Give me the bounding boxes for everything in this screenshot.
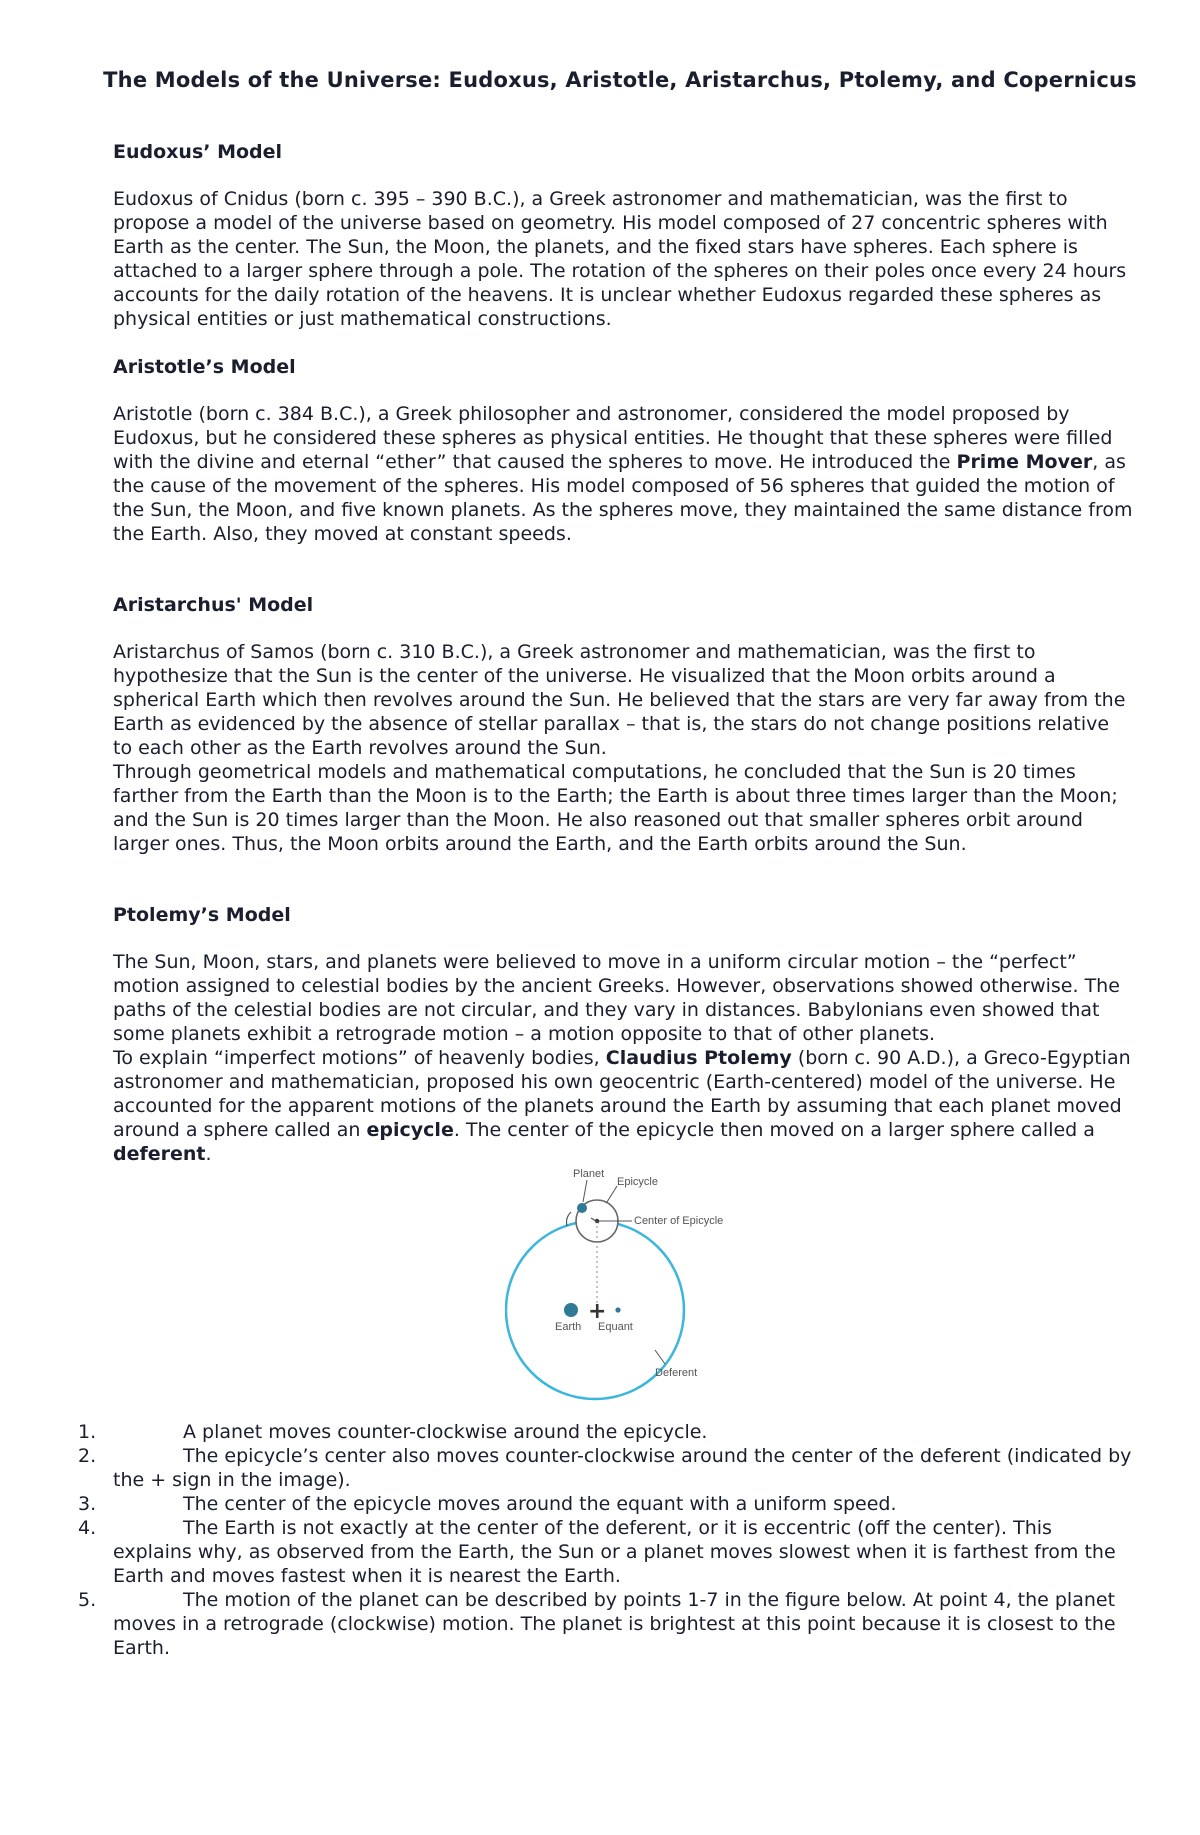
numbered-list xyxy=(78,1420,1133,1660)
label-deferent: Deferent xyxy=(655,1367,698,1379)
bold-term: Claudius Ptolemy xyxy=(605,1047,792,1069)
planet-dot xyxy=(577,1203,587,1213)
pointer-epicycle xyxy=(607,1186,617,1202)
earth-dot xyxy=(564,1303,578,1317)
label-earth: Earth xyxy=(555,1321,582,1333)
section-aristarchus xyxy=(113,593,1133,856)
label-center-of-epicycle: Center of Epicycle xyxy=(634,1215,724,1227)
paragraph: Eudoxus of Cnidus (born c. 395 – 390 B.C.), a Greek astronomer and mathematician, was the first to propose a model of the universe based on geometry. His model composed of 27 concentric spheres with Earth as the center. The Sun, the Moon, the planets, and the fixed stars have spheres. Each sphere is attached to a larger sphere through a pole. The rotation of the spheres on their poles once every 24 hours accounts for the daily rotation of the heavens. It is unclear whether Eudoxus regarded these spheres as physical entities or just mathematical constructions. xyxy=(113,188,1127,330)
paragraph: Aristotle (born c. 384 B.C.), a Greek philosopher and astronomer, considered the model proposed by Eudoxus, but he considered these spheres as physical entities. He thought that these spheres were filled with the divine and eternal “ether” that caused the spheres to move. He introduced the Prime Mover, as the cause of the movement of the spheres. His model composed of 56 spheres that guided the motion of the Sun, the Moon, and five known planets. As the spheres move, they maintained the same distance from the Earth. Also, they moved at constant speeds. xyxy=(113,403,1133,545)
list-item: 2. The epicycle’s center also moves counter-clockwise around the center of the deferent (indicated by the + sign in the image). xyxy=(78,1445,1132,1491)
label-epicycle: Epicycle xyxy=(617,1176,658,1188)
bold-term: Prime Mover xyxy=(956,451,1093,473)
document-title: The Models of the Universe: Eudoxus, Aristotle, Aristarchus, Ptolemy, and Copernicus xyxy=(103,68,1137,92)
paragraph: The Sun, Moon, stars, and planets were believed to move in a uniform circular motion – the “perfect” motion assigned to celestial bodies by the ancient Greeks. However, observations showed otherwise. The paths of the celestial bodies are not circular, and they vary in distances. Babylonians even showed that some planets exhibit a retrograde motion – a motion opposite to that of other planets. xyxy=(113,951,1120,1045)
bold-term: epicycle xyxy=(366,1119,454,1141)
ptolemy-diagram xyxy=(113,1166,1133,1420)
section-heading: Aristotle’s Model xyxy=(113,356,296,378)
list-item: 5. The motion of the planet can be described by points 1-7 in the figure below. At point 4, the planet moves in a retrograde (clockwise) motion. The planet is brightest at this point because it is closest to the Earth. xyxy=(78,1589,1116,1659)
list-item: 1. A planet moves counter-clockwise around the epicycle. xyxy=(78,1421,708,1443)
paragraph: Through geometrical models and mathematical computations, he concluded that the Sun is 20 times farther from the Earth than the Moon is to the Earth; the Earth is about three times larger than the Moon; and the Sun is 20 times larger than the Moon. He also reasoned out that smaller spheres orbit around larger ones. Thus, the Moon orbits around the Earth, and the Earth orbits around the Sun. xyxy=(113,761,1118,855)
paragraph: Aristarchus of Samos (born c. 310 B.C.), a Greek astronomer and mathematician, was the first to hypothesize that the Sun is the center of the universe. He visualized that the Moon orbits around a spherical Earth which then revolves around the Sun. He believed that the stars are very far away from the Earth as evidenced by the absence of stellar parallax – that is, the stars do not change positions relative to each other as the Earth revolves around the Sun. xyxy=(113,641,1126,759)
section-eudoxus xyxy=(113,140,1133,331)
equant-dot xyxy=(615,1307,620,1312)
section-heading: Aristarchus' Model xyxy=(113,594,314,616)
list-item: 4. The Earth is not exactly at the center of the deferent, or it is eccentric (off the center). This explains why, as observed from the Earth, the Sun or a planet moves slowest when it is farthest from the Earth and moves fastest when it is nearest the Earth. xyxy=(78,1517,1116,1587)
section-aristotle xyxy=(113,355,1133,546)
label-planet: Planet xyxy=(573,1168,605,1180)
paragraph: To explain “imperfect motions” of heavenly bodies, Claudius Ptolemy (born c. 90 A.D.), a Greco-Egyptian astronomer and mathematician, proposed his own geocentric (Earth-centered) model of the universe. He accounted for the apparent motions of the planets around the Earth by assuming that each planet moved around a sphere called an epicycle. The center of the epicycle then moved on a larger sphere called a deferent. xyxy=(113,1047,1131,1165)
pointer-deferent xyxy=(655,1350,665,1364)
section-heading: Ptolemy’s Model xyxy=(113,904,291,926)
section-ptolemy xyxy=(78,903,1133,1660)
list-item: 3. The center of the epicycle moves around the equant with a uniform speed. xyxy=(78,1493,897,1515)
document-body xyxy=(78,140,1133,1660)
pointer-planet xyxy=(583,1180,587,1202)
bold-term: deferent xyxy=(113,1143,206,1165)
center-plus-mark: + xyxy=(588,1299,607,1324)
epicycle-diagram-svg xyxy=(505,1166,745,1420)
label-equant: Equant xyxy=(598,1321,633,1333)
section-heading: Eudoxus’ Model xyxy=(113,141,283,163)
